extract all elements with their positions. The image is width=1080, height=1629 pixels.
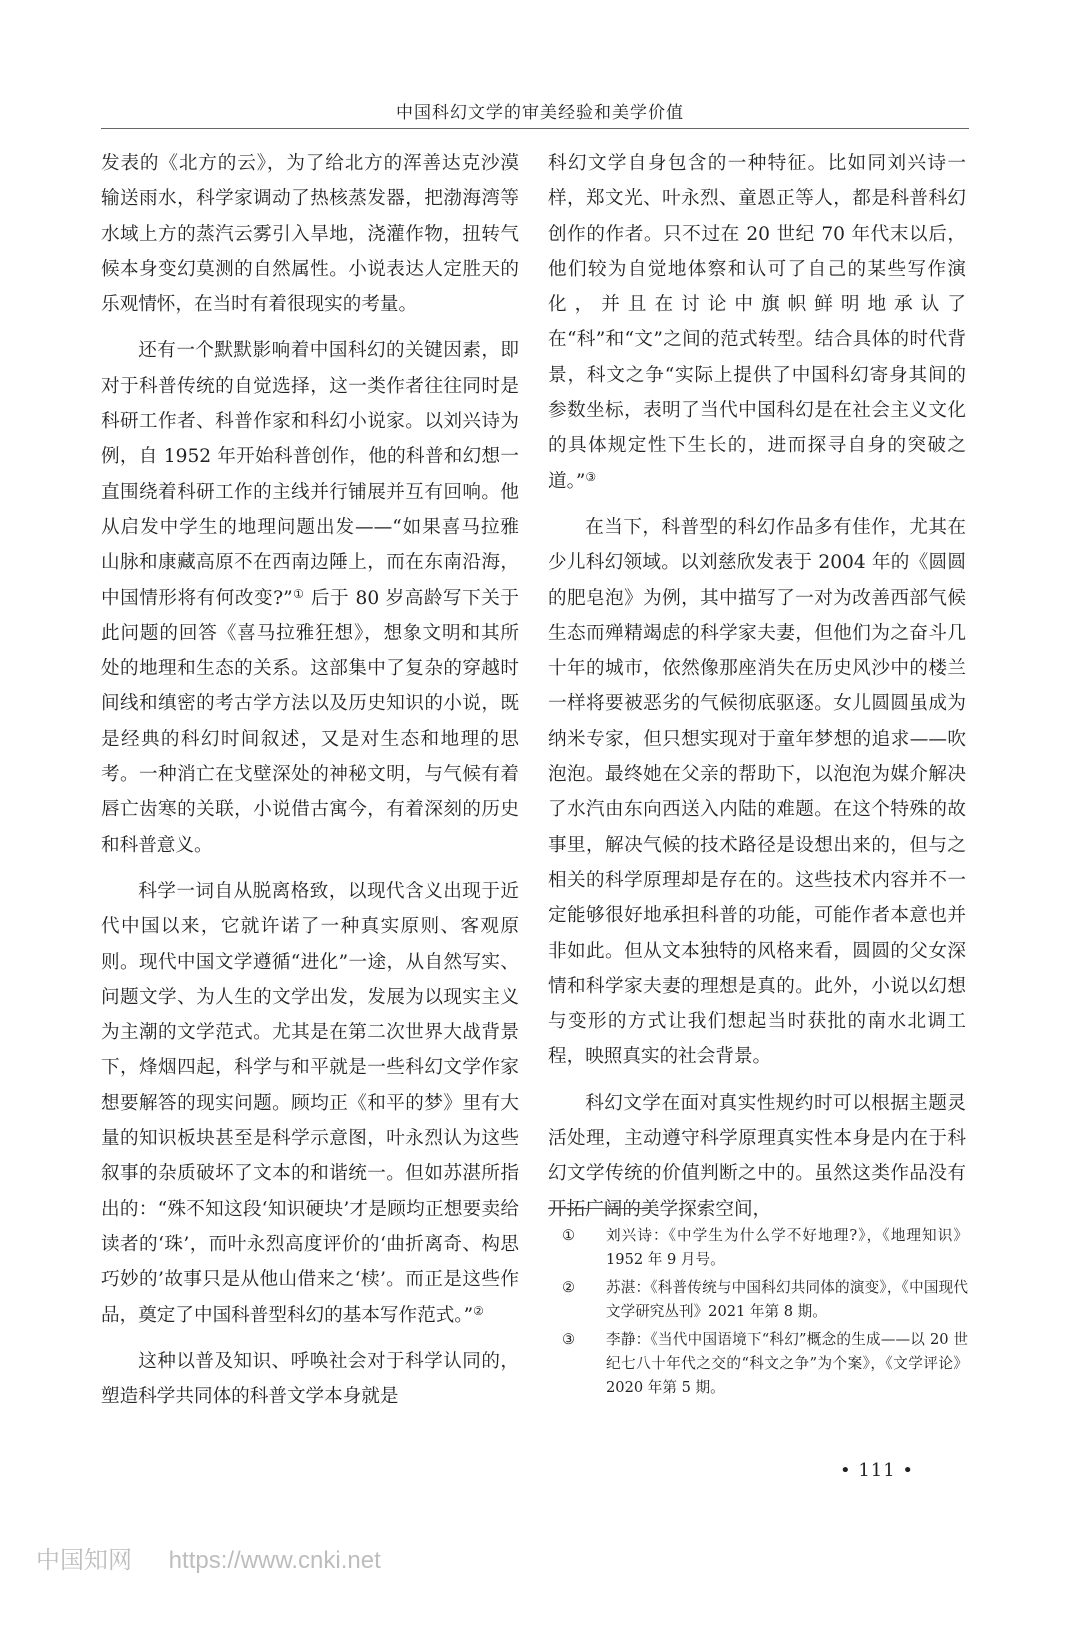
footnote-text: 刘兴诗：《中学生为什么学不好地理?》，《地理知识》1952 年 9 月号。 — [606, 1227, 968, 1268]
footnote-mark: ③ — [562, 1331, 576, 1348]
paragraph — [101, 874, 519, 1333]
footnote-item — [548, 1224, 968, 1272]
left-text-column — [101, 146, 519, 1414]
paragraph — [548, 146, 966, 499]
footnote-mark: ② — [562, 1279, 576, 1296]
paragraph-text: 科学一词自从脱离格致，以现代含义出现于近代中国以来，它就许诺了一种真实原则、客观原则。现代中国文学遵循“进化”一途，从自然写实、问题文学、为人生的文学出发，发展为以现实主义为主潮的文学范式。尤其是在第二次世界大战背景下，烽烟四起，科学与和平就是一些科幻文学作家想要解答的现实问题。顾均正《和平的梦》里有大量的知识板块甚至是科学示意图，叶永烈认为这些叙事的杂质破坏了文本的和谐统一。但如苏湛所指出的：“殊不知这段‘知识硬块’才是顾均正想要卖给读者的‘珠’，而叶永烈高度评价的‘曲折离奇、构思巧妙的’故事只是从他山借来之‘椟’。而正是这些作品，奠定了中国科普型科幻的基本写作范式。” — [101, 880, 519, 1326]
footnote-text: 李静：《当代中国语境下“科幻”概念的生成——以 20 世纪七八十年代之交的“科文之争”为个案》，《文学评论》2020 年第 5 期。 — [606, 1331, 968, 1396]
running-header-title: 中国科幻文学的审美经验和美学价值 — [396, 103, 684, 123]
footnote-mark: ① — [562, 1227, 576, 1244]
footnote-divider — [548, 1208, 648, 1209]
paragraph: 这种以普及知识、呼唤社会对于科学认同的，塑造科学共同体的科普文学本身就是 — [101, 1350, 519, 1408]
paragraph: 科幻文学在面对真实性规约时可以根据主题灵活处理，主动遵守科学原理真实性本身是内在于科幻文学传统的价值判断之中的。虽然这类作品没有开拓广阔的美学探索空间， — [548, 1092, 966, 1220]
paragraph-text: 科幻文学自身包含的一种特征。比如同刘兴诗一样，郑文光、叶永烈、童恩正等人，都是科普科幻创作的作者。只不过在 20 世纪 70 年代末以后，他们较为自觉地体察和认可了自己的某些写作演化，并且在讨论中旗帜鲜明地承认了在“科”和“文”之间的范式转型。结合具体的时代背景，科文之争“实际上提供了中国科幻寄身其间的参数坐标，表明了当代中国科幻是在社会主义文化的具体规定性下生长的，进而探寻自身的突破之道。” — [548, 153, 966, 492]
footnote-ref: ① — [292, 586, 305, 601]
cnki-watermark — [36, 1540, 381, 1575]
watermark-name: 中国知网 — [36, 1547, 132, 1574]
paragraph-text: 后于 80 岁高龄写下关于此问题的回答《喜马拉雅狂想》，想象文明和其所处的地理和生态的关系。这部集中了复杂的穿越时间线和缜密的考古学方法以及历史知识的小说，既是经典的科幻时间叙述，又是对生态和地理的思考。一种消亡在戈壁深处的神秘文明，与气候有着唇亡齿寒的关联，小说借古寓今，有着深刻的历史和科普意义。 — [101, 587, 519, 856]
footnote-ref: ③ — [585, 469, 597, 484]
footnote-ref: ② — [473, 1303, 484, 1318]
watermark-url: https://www.cnki.net — [168, 1547, 381, 1574]
paragraph: 在当下，科普型的科幻作品多有佳作，尤其在少儿科幻领域。以刘慈欣发表于 2004 年的《圆圆的肥皂泡》为例，其中描写了一对为改善西部气候生态而殚精竭虑的科学家夫妻，但他们为之奋斗几十年的城市，依然像那座消失在历史风沙中的楼兰一样将要被恶劣的气候彻底驱逐。女儿圆圆虽成为纳米专家，但只想实现对于童年梦想的追求——吹泡泡。最终她在父亲的帮助下，以泡泡为媒介解决了水汽由东向西送入内陆的难题。在这个特殊的故事里，解决气候的技术路径是设想出来的，但与之相关的科学原理却是存在的。这些技术内容并不一定能够很好地承担科普的功能，可能作者本意也并非如此。但从文本独特的风格来看，圆圆的父女深情和科学家夫妻的理想是真的。此外，小说以幻想与变形的方式让我们想起当时获批的南水北调工程，映照真实的社会背景。 — [548, 516, 966, 1068]
page-number: • 111 • — [840, 1460, 915, 1481]
footnote-text: 苏湛：《科普传统与中国科幻共同体的演变》，《中国现代文学研究丛刊》2021 年第 8 期。 — [606, 1279, 968, 1320]
header-divider — [101, 128, 969, 129]
footnotes — [548, 1224, 968, 1404]
paragraph-text: 还有一个默默影响着中国科幻的关键因素，即对于科普传统的自觉选择，这一类作者往往同时是科研工作者、科普作家和科幻小说家。以刘兴诗为例，自 1952 年开始科普创作，他的科普和幻想一直围绕着科研工作的主线并行铺展并互有回响。他从启发中学生的地理问题出发——“如果喜马拉雅山脉和康藏高原不在西南边陲上，而在东南沿海，中国情形将有何改变?” — [101, 340, 519, 609]
footnote-item — [548, 1276, 968, 1324]
paragraph — [101, 333, 519, 862]
right-text-column — [548, 146, 966, 1227]
footnote-item — [548, 1328, 968, 1400]
paragraph: 发表的《北方的云》，为了给北方的浑善达克沙漠输送雨水，科学家调动了热核蒸发器，把渤海湾等水域上方的蒸汽云雾引入旱地，浇灌作物，扭转气候本身变幻莫测的自然属性。小说表达人定胜天的乐观情怀，在当时有着很现实的考量。 — [101, 153, 519, 316]
